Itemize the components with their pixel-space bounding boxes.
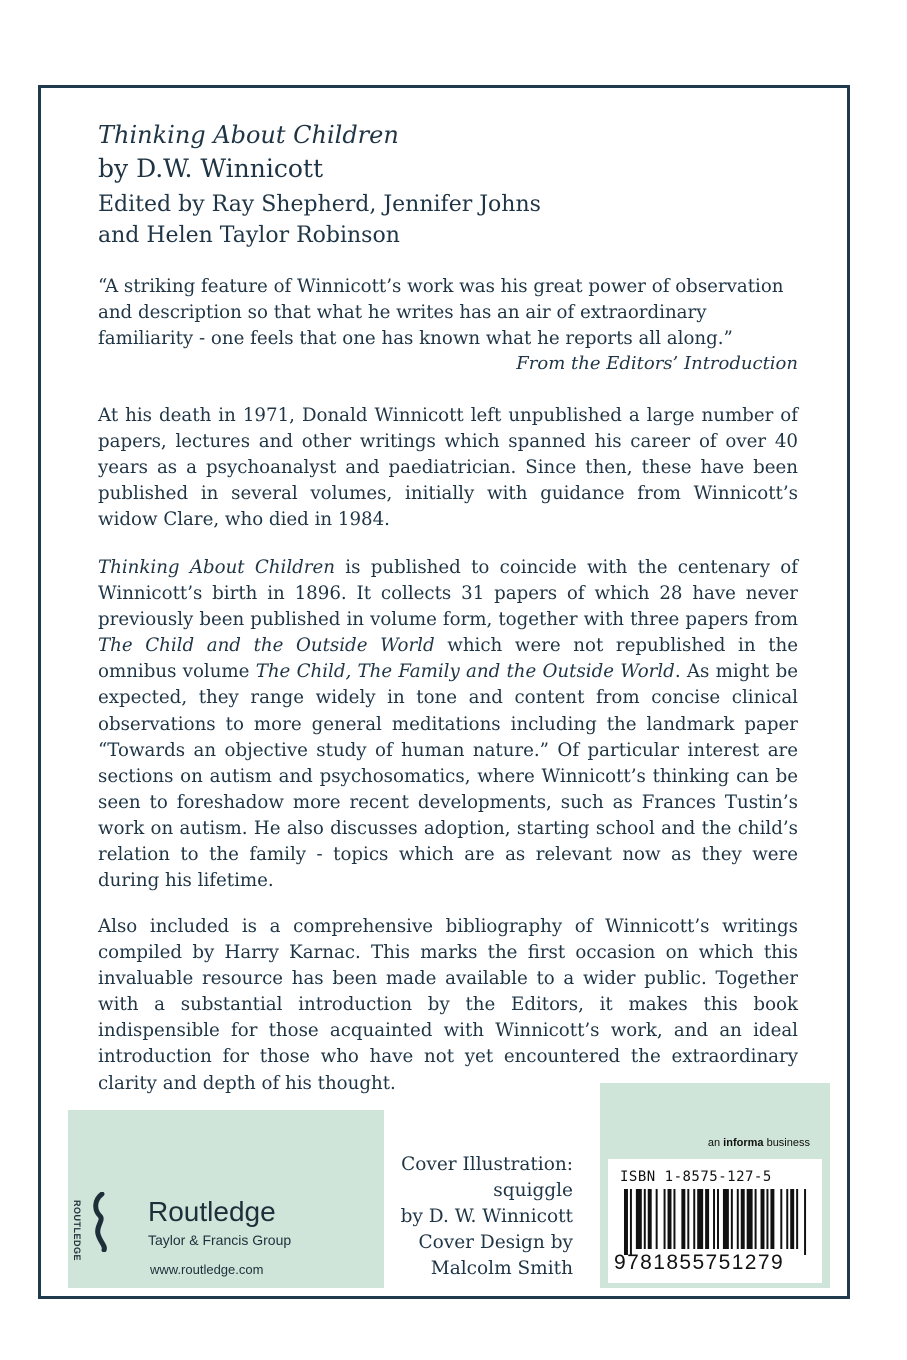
barcode-bar <box>624 1189 628 1255</box>
p2-text-b: which were not republished in the omnibus volume <box>98 635 798 683</box>
quote-source: From the Editors’ Introduction <box>516 353 798 374</box>
book-title: Thinking About Children <box>98 121 399 149</box>
book-ref-2: The Child, The Family and the Outside World <box>255 661 675 683</box>
ean-digits: 9781855751279 <box>614 1251 785 1274</box>
credit-line-1: Cover Illustration: <box>401 1154 573 1175</box>
barcode-bar <box>644 1189 646 1249</box>
barcode-bar <box>713 1189 715 1249</box>
barcode-bar <box>766 1189 768 1249</box>
barcode-bar <box>723 1189 729 1249</box>
barcode-bar <box>668 1189 672 1249</box>
credit-line-4: Cover Design by <box>418 1232 573 1253</box>
book-author: by D.W. Winnicott <box>98 154 323 183</box>
informa-suffix: business <box>763 1137 810 1149</box>
routledge-logo-icon <box>90 1192 110 1252</box>
description-paragraph-1: At his death in 1971, Donald Winnicott left unpublished a large number of papers, lectures and other writings which spanned his career of over 40 years as a psychoanalyst and paediatrician. Since then, these have been published in several volumes, initially with guidance from Winnicott’s widow Clare, who died in 1984. <box>98 405 798 531</box>
barcode-bars <box>624 1189 810 1255</box>
barcode-bar <box>780 1189 782 1249</box>
barcode-bar <box>741 1189 745 1249</box>
barcode-bar <box>737 1189 739 1249</box>
barcode-bar <box>705 1189 709 1249</box>
publisher-group: Taylor & Francis Group <box>148 1232 292 1248</box>
informa-prefix: an <box>707 1137 724 1149</box>
barcode-bar <box>796 1189 798 1249</box>
barcode-bar <box>693 1189 695 1249</box>
blurb-quote: “A striking feature of Winnicott’s work was his great power of observation and description so that what he writes has an air of extraordinary familiarity - one feels that one has known what he reports all along.” <box>98 276 784 349</box>
editors-line-1: Edited by Ray Shepherd, Jennifer Johns <box>98 192 541 217</box>
barcode-bar <box>755 1189 757 1249</box>
informa-tagline <box>708 1137 810 1149</box>
barcode-bar <box>747 1189 753 1249</box>
barcode-bar <box>630 1189 632 1255</box>
publisher-panel <box>68 1110 384 1288</box>
publisher-name: Routledge <box>148 1196 276 1227</box>
description-paragraph-2 <box>98 555 798 894</box>
barcode-bar <box>636 1189 642 1249</box>
barcode-bar <box>681 1189 685 1249</box>
barcode-bar <box>790 1189 794 1249</box>
editors-line-2: and Helen Taylor Robinson <box>98 223 400 248</box>
p2-text-c: . As might be expected, they range widely in tone and content from concise clinical observations to more general meditations including the landmark paper “Towards an objective study of human nature.” Of particular interest are sections on autism and psychosomatics, where Winnicott’s thinking can be seen to foreshadow more recent developments, such as Frances Tustin’s work on autism. He also discusses adoption, starting school and the child’s relation to the family - topics which are as relevant now as they were during his lifetime. <box>98 661 798 892</box>
barcode-bar <box>687 1189 689 1249</box>
barcode-bar <box>761 1189 765 1249</box>
barcode-bar <box>656 1189 658 1249</box>
publisher-url: www.routledge.com <box>150 1262 264 1277</box>
description-paragraph-3: Also included is a comprehensive bibliography of Winnicott’s writings compiled by Harry Karnac. This marks the first occasion on which this invaluable resource has been made available to a wider public. Together with a substantial introduction by the Editors, it makes this book indispensible for those acquainted with Winnicott’s work, and an ideal introduction for those who have not yet encountered the extraordinary clarity and depth of his thought. <box>98 916 798 1094</box>
book-editors <box>98 189 798 251</box>
barcode-bar <box>697 1189 703 1249</box>
credit-line-2: squiggle <box>493 1180 573 1201</box>
barcode-bar <box>804 1189 806 1255</box>
book-ref-1: The Child and the Outside World <box>98 635 435 657</box>
barcode-bar <box>717 1189 719 1249</box>
barcode-label <box>608 1159 822 1283</box>
credit-line-3: by D. W. Winnicott <box>400 1206 573 1227</box>
barcode-bar <box>648 1189 652 1249</box>
cover-credits <box>353 1152 573 1282</box>
p2-text-a: is published to coincide with the centenary of Winnicott’s birth in 1896. It collects 31 papers of which 28 have never previously been published in volume form, together with three papers from <box>98 557 798 631</box>
barcode-bar <box>786 1189 788 1249</box>
barcode-panel <box>600 1083 830 1288</box>
informa-bold: informa <box>723 1137 764 1149</box>
barcode-bar <box>731 1189 733 1249</box>
isbn-text: ISBN 1-8575-127-5 <box>620 1169 772 1185</box>
credit-line-5: Malcolm Smith <box>430 1258 573 1279</box>
book-title-ref: Thinking About Children <box>98 557 335 578</box>
barcode-bar <box>770 1189 774 1249</box>
routledge-vertical-mark: ROUTLEDGE <box>72 1200 82 1262</box>
barcode-bar <box>673 1189 675 1249</box>
barcode-bar <box>664 1189 666 1249</box>
